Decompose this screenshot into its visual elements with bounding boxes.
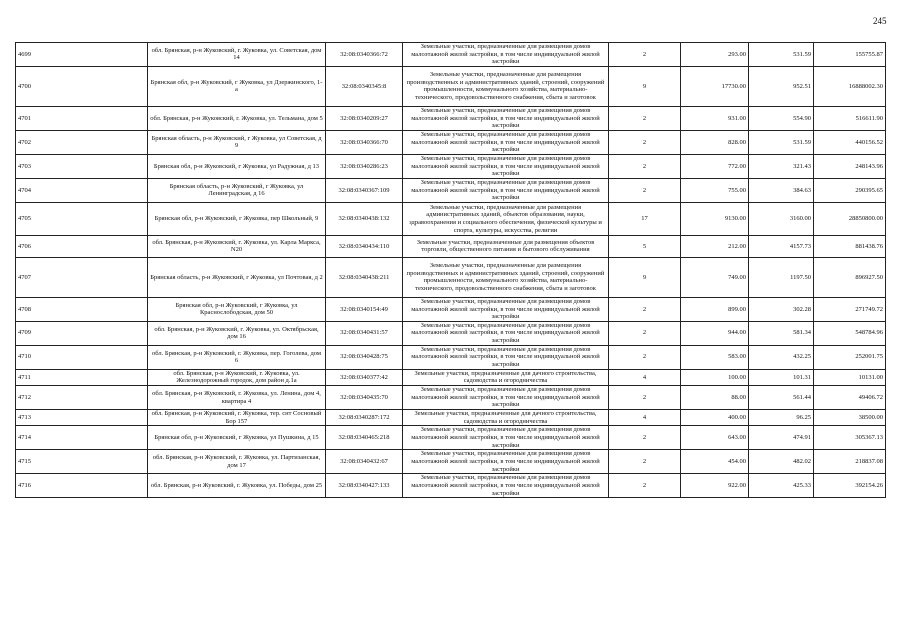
- cadastral-value-cell: 28850800.00: [814, 202, 886, 235]
- area-cell: 400.00: [681, 410, 749, 426]
- specific-value-cell: 531.59: [749, 130, 814, 154]
- table-row: [16, 235, 886, 257]
- cadastral-number-cell: 32:08:0340366:70: [326, 130, 403, 154]
- permitted-use-cell: Земельные участки, предназначенные для размещения домов малоэтажной жилой застройки, в том числе индивидуальной жилой застройки: [403, 450, 609, 474]
- permitted-use-cell: Земельные участки, предназначенные для размещения домов малоэтажной жилой застройки, в том числе индивидуальной жилой застройки: [403, 43, 609, 67]
- row-number-cell: 4700: [16, 66, 148, 106]
- row-number-cell: 4711: [16, 369, 148, 385]
- use-group-cell: 2: [609, 130, 681, 154]
- specific-value-cell: 482.02: [749, 450, 814, 474]
- permitted-use-cell: Земельные участки, предназначенные для размещения домов малоэтажной жилой застройки, в том числе индивидуальной жилой застройки: [403, 345, 609, 369]
- permitted-use-cell: Земельные участки, предназначенные для размещения объектов торговли, общественного питания и бытового обслуживания: [403, 235, 609, 257]
- address-cell: обл. Брянская, р-н Жуковский, г. Жуковка, ул. Советская, дом 14: [148, 43, 326, 67]
- row-number-cell: 4703: [16, 154, 148, 178]
- table-row: [16, 202, 886, 235]
- cadastral-number-cell: 32:08:0340286:23: [326, 154, 403, 178]
- specific-value-cell: 1197.50: [749, 257, 814, 297]
- use-group-cell: 9: [609, 257, 681, 297]
- cadastral-number-cell: 32:08:0340438:132: [326, 202, 403, 235]
- specific-value-cell: 554.90: [749, 106, 814, 130]
- area-cell: 643.00: [681, 426, 749, 450]
- use-group-cell: 2: [609, 450, 681, 474]
- table-row: [16, 450, 886, 474]
- cadastral-value-cell: 881438.76: [814, 235, 886, 257]
- address-cell: обл. Брянская, р-н Жуковский, г. Жуковка, ул. Тельмана, дом 5: [148, 106, 326, 130]
- specific-value-cell: 96.25: [749, 410, 814, 426]
- permitted-use-cell: Земельные участки, предназначенные для размещения домов малоэтажной жилой застройки, в том числе индивидуальной жилой застройки: [403, 106, 609, 130]
- specific-value-cell: 101.31: [749, 369, 814, 385]
- cadastral-value-cell: 248143.96: [814, 154, 886, 178]
- area-cell: 9130.00: [681, 202, 749, 235]
- address-cell: Брянская обл, р-н Жуковский, г Жуковка, ул Дзержинского, 1-а: [148, 66, 326, 106]
- cadastral-value-cell: 16888002.30: [814, 66, 886, 106]
- row-number-cell: 4701: [16, 106, 148, 130]
- specific-value-cell: 531.59: [749, 43, 814, 67]
- address-cell: обл. Брянская, р-н Жуковский, г. Жуковка, ул. Октябрьская, дом 16: [148, 321, 326, 345]
- address-cell: Брянская обл, р-н Жуковский, г Жуковка, ул Пушкина, д 15: [148, 426, 326, 450]
- cadastral-value-cell: 392154.26: [814, 474, 886, 498]
- area-cell: 931.00: [681, 106, 749, 130]
- page-number: 245: [873, 16, 887, 26]
- use-group-cell: 2: [609, 386, 681, 410]
- cadastral-number-cell: 32:08:0340209:27: [326, 106, 403, 130]
- cadastral-number-cell: 32:08:0340154:49: [326, 297, 403, 321]
- area-cell: 755.00: [681, 178, 749, 202]
- area-cell: 293.00: [681, 43, 749, 67]
- use-group-cell: 2: [609, 345, 681, 369]
- area-cell: 454.00: [681, 450, 749, 474]
- specific-value-cell: 384.63: [749, 178, 814, 202]
- specific-value-cell: 581.34: [749, 321, 814, 345]
- row-number-cell: 4715: [16, 450, 148, 474]
- table-row: [16, 154, 886, 178]
- address-cell: Брянская обл, р-н Жуковский, г Жуковка, ул Краснослободская, дом 50: [148, 297, 326, 321]
- address-cell: Брянская обл, р-н Жуковский, г Жуковка, пер Школьный, 9: [148, 202, 326, 235]
- address-cell: обл. Брянская, р-н Жуковский, г. Жуковка, ул. Партизанская, дом 17: [148, 450, 326, 474]
- cadastral-value-cell: 290395.65: [814, 178, 886, 202]
- cadastral-number-cell: 32:08:0340427:133: [326, 474, 403, 498]
- cadastral-value-cell: 10131.00: [814, 369, 886, 385]
- permitted-use-cell: Земельные участки, предназначенные для размещения производственных и административных зданий, строений, сооружений промышленности, коммунального хозяйства, материально-технического, продовольственного снабжения, сбыта и заготовок: [403, 66, 609, 106]
- area-cell: 100.00: [681, 369, 749, 385]
- area-cell: 212.00: [681, 235, 749, 257]
- specific-value-cell: 4157.73: [749, 235, 814, 257]
- cadastral-number-cell: 32:08:0340377:42: [326, 369, 403, 385]
- address-cell: Брянская область, р-н Жуковский, г Жуковка, ул Почтовая, д 2: [148, 257, 326, 297]
- cadastral-value-cell: 155755.87: [814, 43, 886, 67]
- cadastral-number-cell: 32:08:0340345:8: [326, 66, 403, 106]
- specific-value-cell: 432.25: [749, 345, 814, 369]
- use-group-cell: 4: [609, 369, 681, 385]
- address-cell: Брянская обл, р-н Жуковский, г Жуковка, ул Радужная, д 13: [148, 154, 326, 178]
- cadastral-value-cell: 440156.52: [814, 130, 886, 154]
- specific-value-cell: 3160.00: [749, 202, 814, 235]
- cadastral-value-cell: 896927.50: [814, 257, 886, 297]
- use-group-cell: 2: [609, 106, 681, 130]
- area-cell: 922.00: [681, 474, 749, 498]
- specific-value-cell: 952.51: [749, 66, 814, 106]
- row-number-cell: 4713: [16, 410, 148, 426]
- area-cell: 88.00: [681, 386, 749, 410]
- row-number-cell: 4702: [16, 130, 148, 154]
- area-cell: 17730.00: [681, 66, 749, 106]
- table-row: [16, 345, 886, 369]
- table-row: [16, 369, 886, 385]
- row-number-cell: 4712: [16, 386, 148, 410]
- cadastral-number-cell: 32:08:0340465:218: [326, 426, 403, 450]
- row-number-cell: 4710: [16, 345, 148, 369]
- address-cell: обл. Брянская, р-н Жуковский, г. Жуковка, ул. Победы, дом 25: [148, 474, 326, 498]
- table-row: [16, 386, 886, 410]
- table-row: [16, 66, 886, 106]
- cadastral-value-table: [15, 42, 886, 498]
- permitted-use-cell: Земельные участки, предназначенные для размещения домов малоэтажной жилой застройки, в том числе индивидуальной жилой застройки: [403, 321, 609, 345]
- use-group-cell: 2: [609, 474, 681, 498]
- cadastral-number-cell: 32:08:0340431:57: [326, 321, 403, 345]
- table-row: [16, 410, 886, 426]
- permitted-use-cell: Земельные участки, предназначенные для размещения домов малоэтажной жилой застройки, в том числе индивидуальной жилой застройки: [403, 178, 609, 202]
- table-row: [16, 106, 886, 130]
- row-number-cell: 4709: [16, 321, 148, 345]
- specific-value-cell: 561.44: [749, 386, 814, 410]
- use-group-cell: 17: [609, 202, 681, 235]
- cadastral-value-cell: 271749.72: [814, 297, 886, 321]
- row-number-cell: 4707: [16, 257, 148, 297]
- cadastral-number-cell: 32:08:0340428:75: [326, 345, 403, 369]
- area-cell: 944.00: [681, 321, 749, 345]
- cadastral-value-cell: 252001.75: [814, 345, 886, 369]
- use-group-cell: 5: [609, 235, 681, 257]
- cadastral-value-cell: 305367.13: [814, 426, 886, 450]
- cadastral-number-cell: 32:08:0340432:67: [326, 450, 403, 474]
- use-group-cell: 2: [609, 43, 681, 67]
- row-number-cell: 4704: [16, 178, 148, 202]
- cadastral-number-cell: 32:08:0340366:72: [326, 43, 403, 67]
- table-body: [16, 43, 886, 498]
- use-group-cell: 2: [609, 297, 681, 321]
- cadastral-value-cell: 548784.96: [814, 321, 886, 345]
- table-row: [16, 257, 886, 297]
- address-cell: Брянская область, р-н Жуковский, г Жуковка, ул Ленинградская, д 16: [148, 178, 326, 202]
- cadastral-number-cell: 32:08:0340438:211: [326, 257, 403, 297]
- row-number-cell: 4699: [16, 43, 148, 67]
- permitted-use-cell: Земельные участки, предназначенные для размещения административных зданий, объектов образования, науки, здравоохранения и социального обеспечения, физической культуры и спорта, культуры, искусства, религии: [403, 202, 609, 235]
- area-cell: 749.00: [681, 257, 749, 297]
- address-cell: обл. Брянская, р-н Жуковский, г. Жуковка, ул. Железнодорожный городок, дом район д.1а: [148, 369, 326, 385]
- table-row: [16, 178, 886, 202]
- cadastral-value-cell: 218837.08: [814, 450, 886, 474]
- table-row: [16, 321, 886, 345]
- specific-value-cell: 302.28: [749, 297, 814, 321]
- cadastral-value-cell: 516611.90: [814, 106, 886, 130]
- row-number-cell: 4714: [16, 426, 148, 450]
- row-number-cell: 4705: [16, 202, 148, 235]
- cadastral-number-cell: 32:08:0340435:70: [326, 386, 403, 410]
- row-number-cell: 4706: [16, 235, 148, 257]
- permitted-use-cell: Земельные участки, предназначенные для размещения домов малоэтажной жилой застройки, в том числе индивидуальной жилой застройки: [403, 426, 609, 450]
- table-row: [16, 297, 886, 321]
- address-cell: обл. Брянская, р-н Жуковский, г. Жуковка, тер. снт Сосновый Бор 157: [148, 410, 326, 426]
- area-cell: 583.00: [681, 345, 749, 369]
- use-group-cell: 9: [609, 66, 681, 106]
- permitted-use-cell: Земельные участки, предназначенные для размещения домов малоэтажной жилой застройки, в том числе индивидуальной жилой застройки: [403, 386, 609, 410]
- cadastral-number-cell: 32:08:0340287:172: [326, 410, 403, 426]
- address-cell: обл. Брянская, р-н Жуковский, г. Жуковка, ул. Ленина, дом 4, квартира 4: [148, 386, 326, 410]
- permitted-use-cell: Земельные участки, предназначенные для размещения домов малоэтажной жилой застройки, в том числе индивидуальной жилой застройки: [403, 130, 609, 154]
- permitted-use-cell: Земельные участки, предназначенные для размещения домов малоэтажной жилой застройки, в том числе индивидуальной жилой застройки: [403, 297, 609, 321]
- permitted-use-cell: Земельные участки, предназначенные для дачного строительства, садоводства и огородничества: [403, 369, 609, 385]
- table-row: [16, 426, 886, 450]
- cadastral-value-cell: 38500.00: [814, 410, 886, 426]
- cadastral-number-cell: 32:08:0340367:109: [326, 178, 403, 202]
- specific-value-cell: 474.91: [749, 426, 814, 450]
- area-cell: 772.00: [681, 154, 749, 178]
- cadastral-value-cell: 49406.72: [814, 386, 886, 410]
- use-group-cell: 2: [609, 321, 681, 345]
- permitted-use-cell: Земельные участки, предназначенные для размещения домов малоэтажной жилой застройки, в том числе индивидуальной жилой застройки: [403, 474, 609, 498]
- use-group-cell: 4: [609, 410, 681, 426]
- table-row: [16, 43, 886, 67]
- address-cell: Брянская область, р-н Жуковский, г Жуковка, ул Советская, д 9: [148, 130, 326, 154]
- specific-value-cell: 425.33: [749, 474, 814, 498]
- permitted-use-cell: Земельные участки, предназначенные для размещения производственных и административных зданий, строений, сооружений промышленности, коммунального хозяйства, материально-технического, продовольственного снабжения, сбыта и заготовок: [403, 257, 609, 297]
- area-cell: 899.00: [681, 297, 749, 321]
- specific-value-cell: 321.43: [749, 154, 814, 178]
- permitted-use-cell: Земельные участки, предназначенные для дачного строительства, садоводства и огородничества: [403, 410, 609, 426]
- table-row: [16, 474, 886, 498]
- table-row: [16, 130, 886, 154]
- row-number-cell: 4716: [16, 474, 148, 498]
- area-cell: 828.00: [681, 130, 749, 154]
- row-number-cell: 4708: [16, 297, 148, 321]
- address-cell: обл. Брянская, р-н Жуковский, г. Жуковка, ул. Карла Маркса, N20: [148, 235, 326, 257]
- use-group-cell: 2: [609, 178, 681, 202]
- use-group-cell: 2: [609, 154, 681, 178]
- address-cell: обл. Брянская, р-н Жуковский, г. Жуковка, пер. Гоголева, дом 6: [148, 345, 326, 369]
- permitted-use-cell: Земельные участки, предназначенные для размещения домов малоэтажной жилой застройки, в том числе индивидуальной жилой застройки: [403, 154, 609, 178]
- use-group-cell: 2: [609, 426, 681, 450]
- cadastral-number-cell: 32:08:0340434:110: [326, 235, 403, 257]
